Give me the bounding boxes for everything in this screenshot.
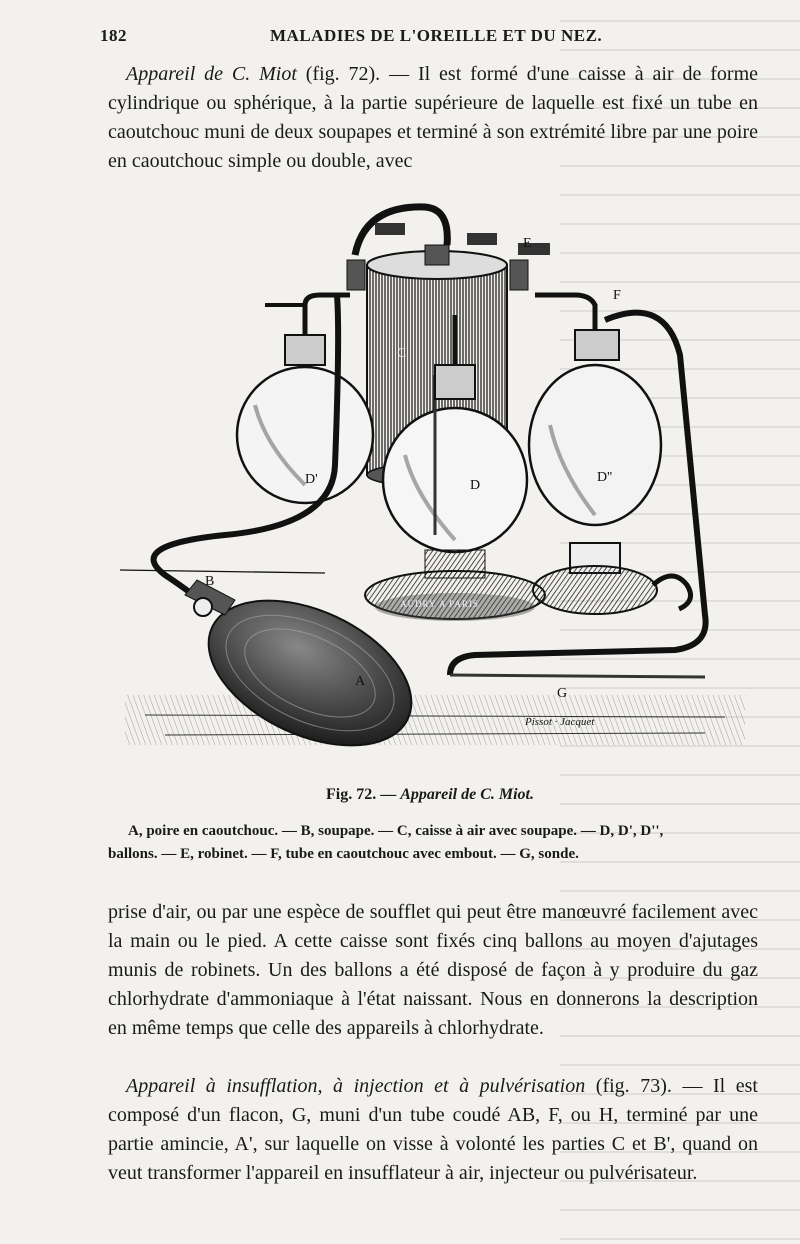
balloon-d-double-prime <box>529 295 661 614</box>
paragraph-text: (fig. 73). — Il est composé d'un flacon, G, muni d'un tube coudé AB, F, ou H, terminé par une partie amincie, A', sur laquelle on visse à volonté les parties C et B', quand on veut transformer l'appareil en insufflateur à air, injecteur ou pulvérisateur. <box>108 1075 758 1184</box>
label-a: A <box>355 674 366 689</box>
paragraph-continuation: prise d'air, ou par une espèce de soufflet qui peut être manœuvré facilement avec la main ou le pied. A cette caisse sont fixés cinq ballons au moyen d'ajutages munis de robinets. Un des ballons a été disposé de façon à y produire du gaz chlorhydrate d'ammoniaque à l'état naissant. Nous en donnerons la description en même temps que celle des appareils à chlorhydrate. <box>108 901 758 1039</box>
figure-caption <box>100 786 760 804</box>
figure-72-engraving <box>105 195 760 775</box>
figure-title: Appareil de C. Miot. <box>400 786 534 803</box>
base-inscription: AUDRY A PARIS <box>400 599 479 609</box>
legend-line-1: A, poire en caoutchouc. — B, soupape. — C, caisse à air avec soupape. — D, D', D'', <box>128 823 664 839</box>
page-number: 182 <box>100 26 127 45</box>
label-d: D <box>470 478 481 493</box>
label-d-prime: D' <box>305 472 318 487</box>
label-b: B <box>205 574 215 589</box>
figure-legend <box>108 820 758 866</box>
paragraph-appareil-insufflation <box>108 1072 758 1188</box>
running-title: MALADIES DE L'OREILLE ET DU NEZ. <box>270 26 603 45</box>
label-d-double-prime: D'' <box>597 470 613 485</box>
legend-line-2: ballons. — E, robinet. — F, tube en caoutchouc avec embout. — G, sonde. <box>108 846 579 862</box>
section-title-miot: Appareil de C. Miot <box>126 63 297 85</box>
label-c: C <box>397 346 407 361</box>
label-f: F <box>613 288 621 303</box>
section-title-insufflation: Appareil à insufflation, à injection et à pulvérisation <box>126 1075 586 1097</box>
paragraph-text: (fig. 72). — Il est formé d'une caisse à air de forme cylindrique ou sphérique, à la partie supérieure de laquelle est fixé un tube en caoutchouc muni de deux soupapes et terminé à son extrémité libre par une poire en caoutchouc simple ou double, avec <box>108 63 759 172</box>
label-g: G <box>557 686 568 701</box>
ground-shading <box>125 695 745 745</box>
label-e: E <box>523 236 532 251</box>
engraver-signature: Pissot · Jacquet <box>525 716 595 728</box>
paragraph-appareil-miot <box>108 60 758 176</box>
figure-number: Fig. 72. — <box>326 786 397 803</box>
